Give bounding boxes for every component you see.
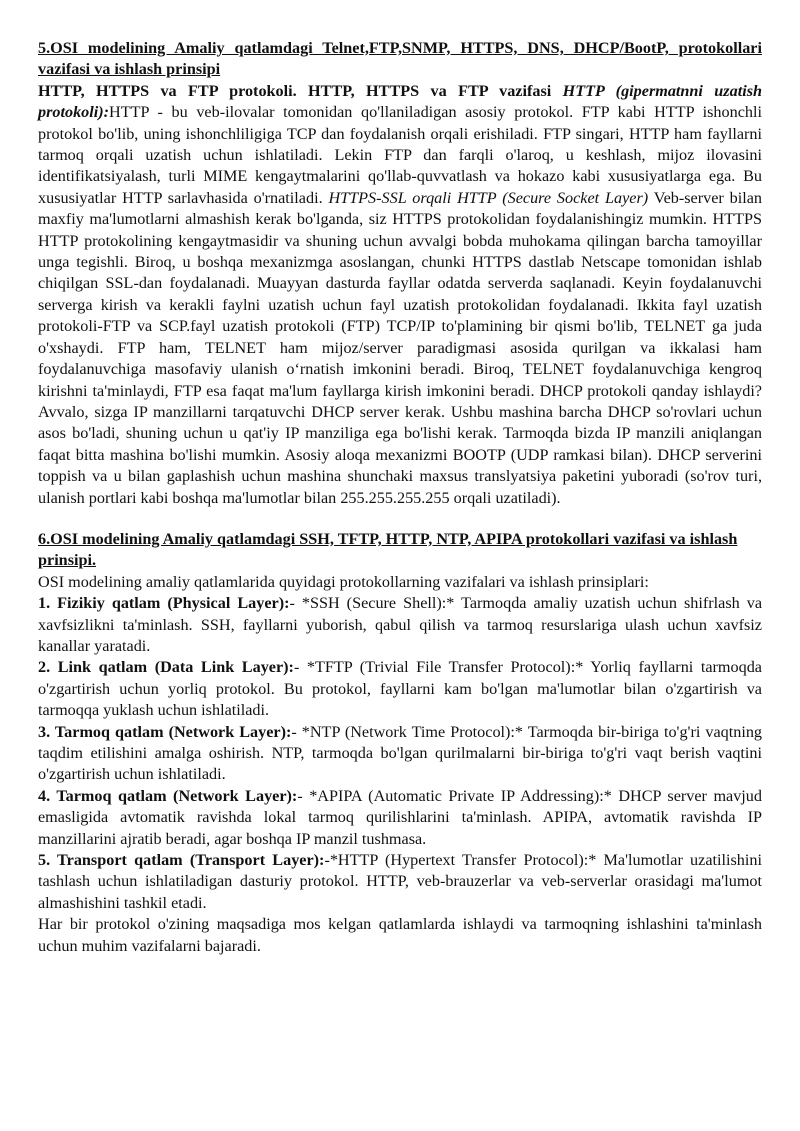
layer-text: -*HTTP (Hypertext Transfer Protocol):* Ma'lumotlar uzatilishini tashlash uchun ishlatiladigan dasturiy protokol. HTTP, veb-brauzerlar va veb-serverlar orasidagi ma'lumot almashishini tashkil etadi.: [38, 851, 762, 912]
section5-para1: HTTP - bu veb-ilovalar tomonidan qo'llaniladigan asosiy protokol. FTP kabi HTTP ishonchli protokol bo'lib, uning ishonchliligiga TCP dan foydalanish orqali erishiladi. FTP singari, HTTP ham fayllarni tarmoq orqali uzatish uchun ishlatiladi. Lekin FTP dan farqli o'laroq, u keshlash, mijoz ilovasini identifikatsiyalash, turli MIME kengaytmalarini qo'llab-quvvatlash va hokazo kabi xususiyatlarga ega. Bu xususiyatlar HTTP sarlavhasida o'rnatiladi.: [38, 103, 762, 207]
layer-item: [38, 593, 762, 657]
section5-para2: Veb-server bilan maxfiy ma'lumotlarni almashish kerak bo'lganda, siz HTTPS protokolidan foydalanishingiz mumkin. HTTPS HTTP protokolining kengaytmasidir va shuning uchun avvalgi bobda muhokama qilingan barcha tamoyillar unga tegishli. Biroq, u boshqa mexanizmga asoslangan, chunki HTTPS dastlab Netscape tomonidan ishlab chiqilgan SSL-dan foydalanadi. Muayyan dasturda fayllar odatda serverda saqlanadi. Keyin foydalanuvchi serverga kirish va kerakli faylni uzatish uchun fayl uzatish protokolidan foydalanadi. Ikkita fayl uzatish protokoli-FTP va SCP.fayl uzatish protokoli (FTP) TCP/IP to'plamining bir qismi bo'lib, TELNET ga juda o'xshaydi. FTP ham, TELNET ham mijoz/server paradigmasi asosida qurilgan va ikkalasi ham foydalanuvchiga masofaviy ulanish o‘rnatish imkonini beradi. Biroq, TELNET foydalanuvchiga kengroq kirishni ta'minlaydi, FTP esa faqat ma'lum fayllarga kirish imkonini beradi. DHCP protokoli qanday ishlaydi? Avvalo, sizga IP manzillarni tarqatuvchi DHCP server kerak. Ushbu mashina barcha DHCP so'rovlari uchun asos bo'ladi, shuning uchun u qat'iy IP manziliga ega bo'lishi kerak. Tarmoqda bizda IP manzili aniqlangan faqat bitta mashina bo'lishi mumkin. Asosiy aloqa mexanizmi BOOTP (UDP ramkasi bilan). DHCP serverini toppish va u bilan gaplashish uchun mashina shunchaki maxsus translyatsiya paketini yuboradi (so'rov turi, ulanish portlari kabi boshqa ma'lumotlar bilan 255.255.255.255 orqali uzatiladi).: [38, 188, 763, 507]
layer-label: 4. Tarmoq qatlam (Network Layer):: [38, 786, 298, 805]
section5-subtitle: HTTP, HTTPS va FTP protokoli. HTTP, HTTPS va FTP vazifasi: [38, 81, 563, 100]
layer-label: 5. Transport qatlam (Transport Layer):: [38, 851, 325, 870]
layer-text: - *SSH (Secure Shell):* Tarmoqda amaliy uzatish uchun shifrlash va xavfsizlikni ta'minlash. SSH, fayllarni yuborish, qabul qilish va tarmoq resurslariga ulash uchun xavfsiz kanallar yaratadi.: [38, 594, 763, 655]
section6-closing: Har bir protokol o'zining maqsadiga mos kelgan qatlamlarda ishlaydi va tarmoqning ishlashini ta'minlash uchun muhim vazifalarni bajaradi.: [38, 915, 762, 955]
https-term: HTTPS-SSL orqali HTTP (Secure Socket Layer): [328, 188, 649, 207]
layer-item: [38, 722, 762, 786]
section6-title: 6.OSI modelining Amaliy qatlamdagi SSH, TFTP, HTTP, NTP, APIPA protokollari vazifasi va ishlash prinsipi.: [38, 529, 738, 570]
section6-intro: OSI modelining amaliy qatlamlarida quyidagi protokollarning vazifalari va ishlash prinsiplari:: [38, 572, 649, 591]
layer-text: - *APIPA (Automatic Private IP Addressing):* DHCP server mavjud emasligida avtomatik ravishda lokal tarmoq qurilishlarini ta'minlash. APIPA, avtomatik ravishda IP manzillarini ajratib beradi, agar boshqa IP manzil tushmasa.: [38, 786, 762, 848]
layer-item: [38, 850, 762, 914]
layer-label: 1. Fizikiy qatlam (Physical Layer):: [38, 594, 290, 613]
http-term: HTTP (gipermatnni uzatish protokoli):: [38, 81, 762, 122]
section5-title: 5.OSI modelining Amaliy qatlamdagi Telnet,FTP,SNMP, HTTPS, DNS, DHCP/BootP, protokollari vazifasi va ishlash prinsipi: [38, 39, 762, 79]
layer-label: 2. Link qatlam (Data Link Layer):: [38, 658, 294, 677]
layer-label: 3. Tarmoq qatlam (Network Layer):: [38, 722, 292, 741]
layer-text: - *TFTP (Trivial File Transfer Protocol):* Yorliq fayllarni tarmoqda o'zgartirish uchun yorliq protokol. Bu protokol, fayllarni kam bo'lgan ma'lumotlar bilan o'zgartirish va tarmoqqa yuklash uchun ishlatiladi.: [38, 658, 762, 720]
section-gap: [38, 509, 762, 529]
section5-body: [38, 81, 762, 509]
layer-item: [38, 786, 762, 850]
layer-item: [38, 657, 762, 721]
layer-text: - *NTP (Network Time Protocol):* Tarmoqda bir-biriga to'g'ri vaqtning taqdim etilishini amalga oshirish. NTP, tarmoqda bo'lgan qurilmalarni bir-biriga to'g'ri vaqt berish vaqtini o'zgartirish uchun ishlatiladi.: [38, 722, 763, 784]
